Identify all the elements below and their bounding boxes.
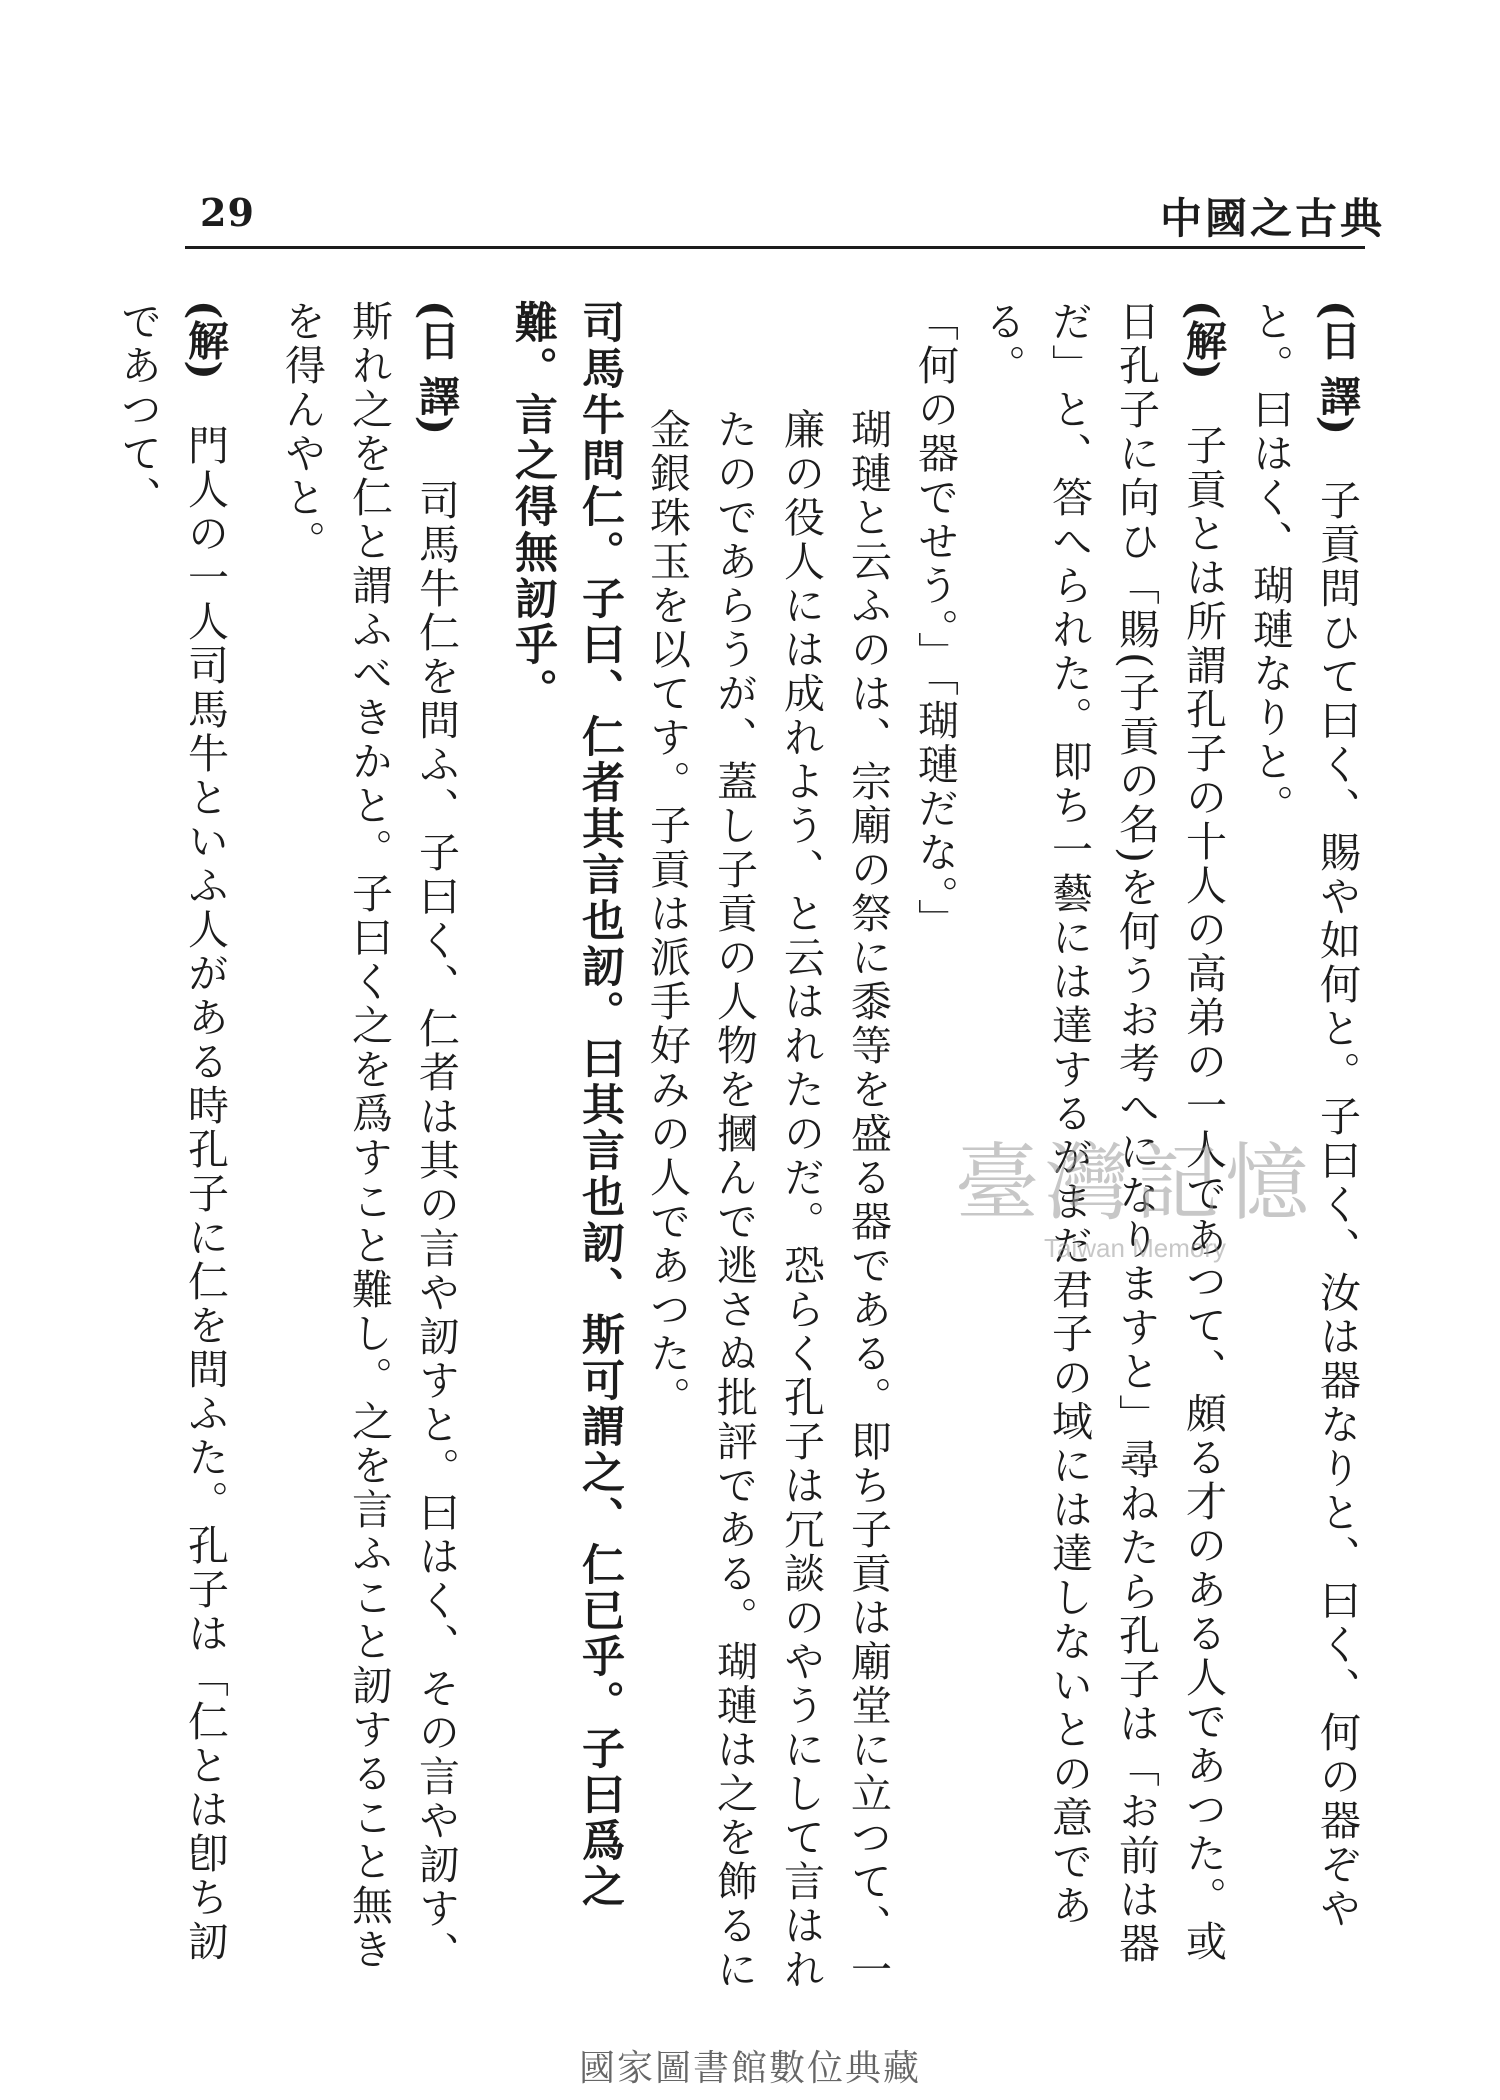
commentary-text-4: 門人の一人司馬牛といふ人がある時孔子に仁を問ふた。孔子は「仁とは卽ち訒であつて、 xyxy=(114,300,229,1964)
translation-text-2: 司馬牛仁を問ふ、子曰く、仁者は其の言や訒すと。曰はく、その言や訒す、斯れ之を仁と謂ふべきかと。子曰く之を爲すこと難し。之を言ふこと訒すること無きを得んやと。 xyxy=(278,300,460,1976)
commentary-paragraph-4 xyxy=(104,300,238,2000)
commentary-label-2: (解) xyxy=(181,300,229,380)
translation-paragraph-2 xyxy=(268,300,469,2000)
watermark-logo xyxy=(955,1116,1315,1264)
running-head: 中國之古典 xyxy=(1160,194,1386,243)
watermark-subtitle: Taiwan Memory xyxy=(1043,1233,1227,1263)
commentary-paragraph-2: 「何の器でせう。」「瑚璉だな。」 xyxy=(911,300,959,943)
translation-label: (日 譯) xyxy=(1313,300,1361,436)
page-number: 29 xyxy=(200,190,255,235)
translation-label-2: (日 譯) xyxy=(412,300,460,436)
translation-text-1: 子貢問ひて曰く、賜や如何と。子曰く、汝は器なりと、曰く、何の器ぞやと。曰はく、瑚璉なりと。 xyxy=(1246,300,1361,1932)
commentary-paragraph-3: 瑚璉と云ふのは、宗廟の祭に黍等を盛る器である。即ち子貢は廟堂に立つて、一廉の役人には成れよう、と云はれたのだ。恐らく孔子は冗談のやうにして言はれたのであらうが、蓋し子貢の人物を摑んで逃さぬ批評である。瑚璉は之を飾るに金銀珠玉を以てす。子貢は派手好みの人であつた。 xyxy=(643,408,892,1992)
header-rule xyxy=(185,246,1365,249)
classical-text: 司馬牛問仁。子曰、仁者其言也訒。曰其言也訒、斯可謂之、仁已乎。子曰爲之難。言之得無訒乎。 xyxy=(508,300,625,1910)
watermark-chars: 臺灣記憶 xyxy=(955,1134,1316,1232)
footer-caption: 國家圖書館數位典藏 xyxy=(578,2048,921,2089)
commentary-label: (解) xyxy=(1179,300,1227,380)
commentary-text-1: 子貢とは所謂孔子の十人の高弟の一人であつて、頗る才のある人であつた。或日孔子に向ひ「賜(子貢の名)を何うお考へになりますと」尋ねたら孔子は「お前は器だ」と、答へられた。即ち一藝には達するがまだ君子の域には達しないとの意である。 xyxy=(978,300,1227,1966)
